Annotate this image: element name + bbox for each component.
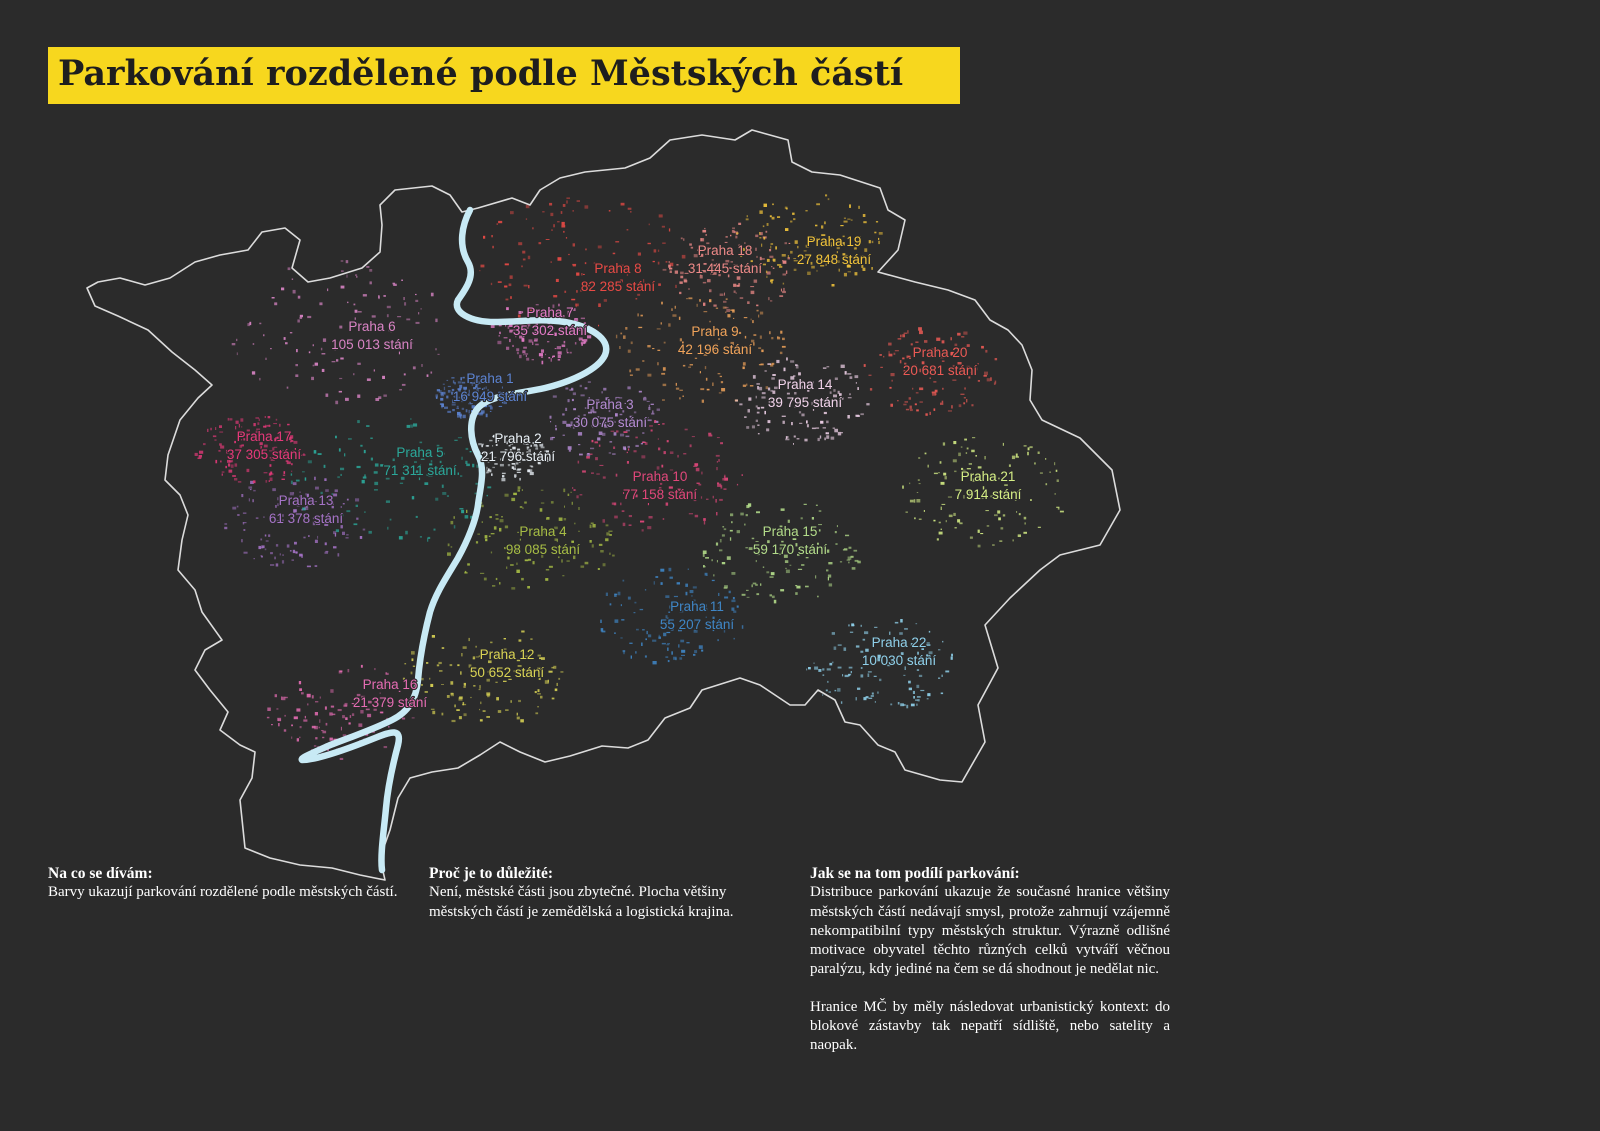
page-title: Parkování rozdělené podle Městských částí: [58, 53, 904, 94]
city-boundary: [87, 130, 1120, 880]
praha-5-count: 71 311 stání: [383, 463, 457, 478]
praha-2-count: 21 796 stání: [480, 449, 556, 464]
praha-18-count: 31 445 stání: [687, 261, 763, 276]
praha-6-label: [331, 319, 413, 352]
praha-8-parking-dots: [479, 197, 685, 326]
body-what: Barvy ukazují parkování rozdělené podle městských částí.: [48, 884, 398, 901]
praha-4-label: [506, 524, 581, 557]
praha-4-count: 98 085 stání: [505, 542, 581, 557]
praha-21-label: [955, 469, 1022, 502]
praha-10-label: [623, 469, 698, 502]
praha-11-count: 55 207 stání: [659, 617, 735, 632]
praha-15-count: 59 170 stání: [752, 542, 828, 557]
praha-8-label: [581, 261, 656, 294]
praha-20-count: 20 681 stání: [902, 363, 978, 378]
heading-why: Proč je to důležité:: [429, 865, 554, 882]
praha-13-name: Praha 13: [278, 493, 334, 508]
praha-8-count: 82 285 stání: [580, 279, 656, 294]
praha-15-name: Praha 15: [762, 524, 818, 539]
praha-18-name: Praha 18: [697, 243, 753, 258]
praha-18-label: [688, 243, 763, 276]
praha-19-label: [797, 234, 872, 267]
body-how-2: Hranice MČ by měly následovat urbanistický kontext: do blokové zástavby tak nepatří sídliště, nebo satelity a naopak.: [810, 998, 1170, 1054]
prague-parking-map: [0, 120, 1160, 900]
praha-6-parking-dots: [232, 260, 440, 404]
praha-9-count: 42 196 stání: [677, 342, 753, 357]
praha-5-label: [383, 445, 457, 478]
praha-3-label: [573, 397, 648, 430]
praha-1-name: Praha 1: [466, 371, 514, 386]
explanation-why: [429, 864, 792, 922]
praha-10-name: Praha 10: [632, 469, 688, 484]
praha-9-label: [678, 324, 753, 357]
praha-19-name: Praha 19: [806, 234, 862, 249]
praha-14-name: Praha 14: [777, 377, 833, 392]
praha-22-name: Praha 22: [871, 635, 927, 650]
praha-16-name: Praha 16: [362, 677, 418, 692]
praha-14-count: 39 795 stání: [767, 395, 843, 410]
praha-10-count: 77 158 stání: [622, 487, 698, 502]
praha-12-name: Praha 12: [479, 647, 535, 662]
praha-6-name: Praha 6: [348, 319, 396, 334]
praha-17-name: Praha 17: [236, 429, 292, 444]
body-why: Není, městské části jsou zbytečné. Plocha většiny městských částí je zemědělská a logistická krajina.: [429, 884, 734, 920]
title-banner: [48, 47, 960, 104]
praha-20-name: Praha 20: [912, 345, 968, 360]
praha-9-name: Praha 9: [691, 324, 739, 339]
praha-8-name: Praha 8: [594, 261, 642, 276]
praha-5-name: Praha 5: [396, 445, 444, 460]
praha-15-label: [753, 524, 828, 557]
explanation-how: [810, 864, 1170, 1056]
praha-20-label: [903, 345, 978, 378]
praha-7-count: 35 302 stání: [512, 323, 588, 338]
praha-17-count: 37 305 stání: [226, 447, 302, 462]
praha-2-name: Praha 2: [494, 431, 542, 446]
heading-how: Jak se na tom podílí parkování:: [810, 865, 1020, 882]
praha-22-label: [862, 635, 937, 668]
praha-11-name: Praha 11: [670, 599, 724, 614]
body-how-1: Distribuce parkování ukazuje že současné hranice většiny městských částí nedávají smysl, protože zahrnují vzájemně nekompatibilní typy městských struktur. Výrazně odlišné motivace obyvatel těchto různých celků vytváří věčnou paralýzu, kdy jediné na čem se dá shodnout je nedělat nic.: [810, 884, 1170, 978]
praha-22-count: 10 030 stání: [861, 653, 937, 668]
praha-3-name: Praha 3: [586, 397, 634, 412]
praha-1-count: 16 949 stání: [452, 389, 528, 404]
heading-what: Na co se dívám:: [48, 865, 153, 882]
praha-21-count: 7 914 stání: [954, 487, 1022, 502]
praha-4-name: Praha 4: [519, 524, 567, 539]
praha-21-name: Praha 21: [960, 469, 1016, 484]
praha-3-count: 30 075 stání: [572, 415, 648, 430]
praha-13-count: 61 378 stání: [268, 511, 344, 526]
explanation-what: [48, 864, 413, 903]
praha-12-label: [470, 647, 545, 680]
praha-16-count: 21 379 stání: [352, 695, 428, 710]
praha-6-count: 105 013 stání: [331, 337, 413, 352]
praha-12-count: 50 652 stání: [469, 665, 545, 680]
praha-11-label: [660, 599, 735, 632]
district-labels: [227, 234, 1022, 710]
praha-7-name: Praha 7: [526, 305, 574, 320]
praha-19-count: 27 848 stání: [796, 252, 872, 267]
